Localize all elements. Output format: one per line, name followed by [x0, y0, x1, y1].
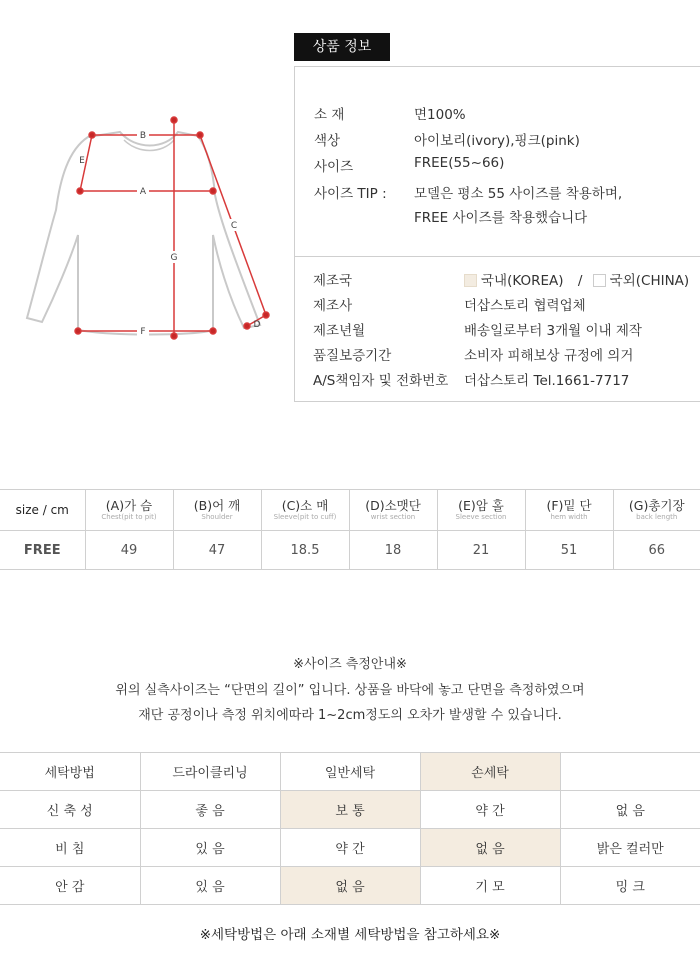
header-sub: Sleeve section: [455, 512, 507, 521]
size-value-sleeve: 18.5: [261, 531, 349, 570]
header-main: (A)가 슴: [105, 497, 153, 513]
measure-point: [171, 333, 177, 339]
info-label-origin: 제조국: [313, 273, 353, 289]
info-label-color: 색상: [314, 133, 341, 149]
care-cell: 세탁방법: [0, 753, 140, 791]
measure-point: [210, 188, 216, 194]
care-cell: 기 모: [420, 867, 560, 905]
diagram-label-a: A: [139, 187, 147, 197]
care-cell: 일반세탁: [280, 753, 420, 791]
care-cell: 밍 크: [560, 867, 700, 905]
info-label-size: 사이즈: [314, 159, 354, 175]
header-main: (G)총기장: [628, 497, 685, 513]
diagram-label-e: E: [79, 156, 85, 166]
size-table-header-row: [0, 490, 700, 531]
checkbox-korea: [464, 274, 477, 287]
info-divider: [294, 256, 700, 257]
size-header-armhole: [437, 490, 525, 531]
care-cell: [560, 753, 700, 791]
measure-point: [77, 188, 83, 194]
size-notice-line-2: 재단 공정이나 측정 위치에따라 1~2cm정도의 오차가 발생할 수 있습니다.: [138, 708, 562, 723]
care-cell: 약 간: [280, 829, 420, 867]
header-main: (B)어 깨: [193, 497, 241, 513]
size-table-row-free: [0, 531, 700, 570]
care-cell: 있 음: [140, 829, 280, 867]
measure-point: [210, 328, 216, 334]
care-row-sheerness: [0, 829, 700, 867]
care-row-stretch: [0, 791, 700, 829]
info-value-manufacture-date: 배송일로부터 3개월 이내 제작: [464, 323, 642, 339]
measure-point: [171, 117, 177, 123]
care-cell: 신 축 성: [0, 791, 140, 829]
header-sub: hem width: [550, 512, 588, 521]
size-table: [0, 489, 700, 570]
size-row-label: FREE: [0, 531, 85, 570]
info-value-as-contact: 더삽스토리 Tel.1661-7717: [464, 373, 630, 389]
measure-point: [197, 132, 203, 138]
size-value-wrist: 18: [349, 531, 437, 570]
info-label-material: 소 재: [314, 107, 345, 123]
diagram-label-b: B: [139, 131, 147, 141]
care-cell: 좋 음: [140, 791, 280, 829]
info-value-size-tip-2: FREE 사이즈를 착용했습니다: [414, 210, 588, 226]
care-cell: 밝은 컬러만: [560, 829, 700, 867]
size-value-hem: 51: [525, 531, 613, 570]
garment-outline: [27, 132, 260, 335]
info-value-color: 아이보리(ivory),핑크(pink): [414, 133, 580, 149]
header-sub: Shoulder: [201, 512, 233, 521]
care-cell-selected: 손세탁: [420, 753, 560, 791]
product-info-tab: 상품 정보: [294, 33, 390, 61]
care-cell-selected: 없 음: [280, 867, 420, 905]
size-value-armhole: 21: [437, 531, 525, 570]
diagram-label-d: D: [253, 320, 261, 330]
info-value-origin: [464, 269, 689, 289]
header-main: (E)암 홀: [458, 497, 504, 513]
info-label-manufacturer: 제조사: [313, 298, 353, 314]
header-sub: Chest(pit to pit): [101, 512, 157, 521]
info-label-warranty: 품질보증기간: [313, 348, 392, 364]
info-value-manufacturer: 더삽스토리 협력업체: [464, 298, 586, 314]
size-header-shoulder: [173, 490, 261, 531]
care-cell: 안 감: [0, 867, 140, 905]
origin-korea: 국내(KOREA): [481, 273, 564, 289]
info-label-as-contact: A/S책임자 및 전화번호: [313, 373, 449, 389]
size-header-length: [613, 490, 700, 531]
header-main: (C)소 매: [281, 497, 329, 513]
care-cell-selected: 보 통: [280, 791, 420, 829]
size-header-wrist: [349, 490, 437, 531]
size-value-length: 66: [613, 531, 700, 570]
care-table: [0, 752, 700, 905]
header-sub: wrist section: [370, 512, 416, 521]
info-value-size: FREE(55~66): [414, 155, 505, 171]
size-value-shoulder: 47: [173, 531, 261, 570]
diagram-label-f: F: [140, 327, 146, 337]
measure-point: [244, 323, 250, 329]
size-table-corner: size / cm: [0, 490, 85, 531]
care-cell: 비 침: [0, 829, 140, 867]
care-cell: 없 음: [560, 791, 700, 829]
garment-measurement-diagram: [20, 110, 290, 350]
care-cell: 약 간: [420, 791, 560, 829]
diagram-label-c: C: [230, 221, 238, 231]
header-sub: Sleeve(pit to cuff): [273, 512, 337, 521]
header-main: (D)소맷단: [365, 497, 421, 513]
origin-separator: /: [577, 273, 583, 289]
info-value-warranty: 소비자 피해보상 규정에 의거: [464, 348, 634, 364]
size-header-sleeve: [261, 490, 349, 531]
size-notice-title: ※사이즈 측정안내※: [293, 657, 407, 672]
measure-point: [263, 312, 269, 318]
care-cell: 드라이클리닝: [140, 753, 280, 791]
header-sub: back length: [636, 512, 678, 521]
measure-point: [75, 328, 81, 334]
care-cell-selected: 없 음: [420, 829, 560, 867]
origin-china: 국외(CHINA): [609, 273, 690, 289]
info-value-size-tip-1: 모델은 평소 55 사이즈를 착용하며,: [414, 186, 623, 202]
header-main: (F)밑 단: [546, 497, 592, 513]
info-label-size-tip: 사이즈 TIP :: [314, 186, 387, 202]
size-value-chest: 49: [85, 531, 173, 570]
diagram-label-g: G: [170, 253, 178, 263]
size-header-hem: [525, 490, 613, 531]
checkbox-china: [593, 274, 606, 287]
measure-point: [89, 132, 95, 138]
care-row-wash: [0, 753, 700, 791]
size-notice-line-1: 위의 실측사이즈는 “단면의 길이” 입니다. 상품을 바닥에 놓고 단면을 측정하였으며: [115, 683, 585, 698]
care-bottom-note: ※세탁방법은 아래 소재별 세탁방법을 참고하세요※: [199, 927, 501, 943]
info-value-material: 면100%: [414, 107, 466, 123]
care-row-lining: [0, 867, 700, 905]
size-header-chest: [85, 490, 173, 531]
care-cell: 있 음: [140, 867, 280, 905]
info-label-manufacture-date: 제조년월: [313, 323, 366, 339]
